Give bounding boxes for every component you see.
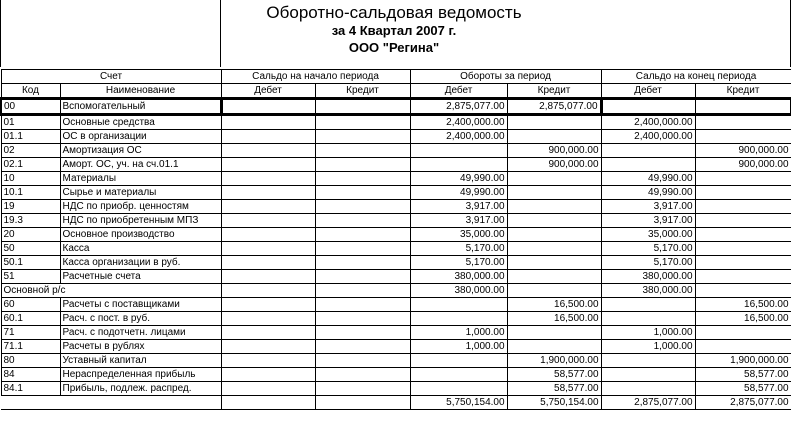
- closing-debit-cell[interactable]: [601, 312, 695, 326]
- turnover-credit-cell[interactable]: [507, 115, 601, 130]
- turnover-credit-cell[interactable]: 900,000.00: [507, 144, 601, 158]
- turnover-debit-cell[interactable]: [410, 312, 507, 326]
- account-code-cell[interactable]: 10.1: [1, 186, 60, 200]
- turnover-debit-cell[interactable]: 49,990.00: [410, 186, 507, 200]
- table-row[interactable]: [1, 326, 791, 340]
- closing-credit-cell[interactable]: [695, 326, 791, 340]
- closing-debit-cell[interactable]: [601, 298, 695, 312]
- closing-credit-cell[interactable]: [695, 186, 791, 200]
- opening-credit-cell[interactable]: [315, 312, 410, 326]
- opening-debit-cell[interactable]: [221, 256, 315, 270]
- opening-debit-cell[interactable]: [221, 99, 315, 115]
- table-row[interactable]: [1, 158, 791, 172]
- account-name-cell[interactable]: Вспомогательный: [60, 99, 221, 115]
- account-code-cell[interactable]: 80: [1, 354, 60, 368]
- account-code-cell[interactable]: 71.1: [1, 340, 60, 354]
- account-name-cell[interactable]: ОС в организации: [60, 130, 221, 144]
- closing-credit-cell[interactable]: [695, 115, 791, 130]
- turnover-credit-cell[interactable]: [507, 256, 601, 270]
- account-name-cell[interactable]: Основное производство: [60, 228, 221, 242]
- closing-credit-cell[interactable]: [695, 99, 791, 115]
- turnover-debit-cell[interactable]: 3,917.00: [410, 200, 507, 214]
- table-row[interactable]: [1, 144, 791, 158]
- table-row[interactable]: [1, 172, 791, 186]
- account-code-cell[interactable]: 50.1: [1, 256, 60, 270]
- account-name-cell[interactable]: Расч. с пост. в руб.: [60, 312, 221, 326]
- table-body: [1, 99, 791, 396]
- turnover-credit-cell[interactable]: [507, 172, 601, 186]
- table-row[interactable]: [1, 340, 791, 354]
- opening-credit-cell[interactable]: [315, 158, 410, 172]
- total-closing-debit: 2,875,077.00: [601, 396, 695, 410]
- opening-credit-cell[interactable]: [315, 354, 410, 368]
- turnover-credit-cell[interactable]: [507, 200, 601, 214]
- table-row[interactable]: [1, 214, 791, 228]
- header-opening-debit: Дебет: [221, 84, 315, 99]
- report-organization: ООО "Регина": [348, 40, 440, 55]
- turnover-credit-cell[interactable]: 16,500.00: [507, 298, 601, 312]
- turnover-credit-cell[interactable]: [507, 270, 601, 284]
- opening-credit-cell[interactable]: [315, 382, 410, 396]
- table-row[interactable]: [1, 256, 791, 270]
- turnover-debit-cell[interactable]: [410, 158, 507, 172]
- total-turnover-debit: 5,750,154.00: [410, 396, 507, 410]
- table-row[interactable]: [1, 115, 791, 130]
- opening-debit-cell[interactable]: [221, 200, 315, 214]
- closing-debit-cell[interactable]: 2,400,000.00: [601, 115, 695, 130]
- closing-credit-cell[interactable]: [695, 256, 791, 270]
- report-period: за 4 Квартал 2007 г.: [331, 23, 457, 38]
- turnover-debit-cell[interactable]: 35,000.00: [410, 228, 507, 242]
- opening-credit-cell[interactable]: [315, 228, 410, 242]
- account-code-cell[interactable]: 02.1: [1, 158, 60, 172]
- turnover-credit-cell[interactable]: [507, 340, 601, 354]
- opening-credit-cell[interactable]: [315, 172, 410, 186]
- opening-credit-cell[interactable]: [315, 340, 410, 354]
- account-name-cell[interactable]: НДС по приобретенным МПЗ: [60, 214, 221, 228]
- table-row[interactable]: [1, 298, 791, 312]
- opening-credit-cell[interactable]: [315, 242, 410, 256]
- table-row[interactable]: [1, 312, 791, 326]
- account-name-cell[interactable]: Аморт. ОС, уч. на сч.01.1: [60, 158, 221, 172]
- opening-credit-cell[interactable]: [315, 298, 410, 312]
- report-title: Оборотно-сальдовая ведомость: [266, 3, 522, 22]
- closing-credit-cell[interactable]: [695, 242, 791, 256]
- closing-credit-cell[interactable]: 16,500.00: [695, 312, 791, 326]
- opening-debit-cell[interactable]: [221, 298, 315, 312]
- closing-debit-cell[interactable]: 3,917.00: [601, 214, 695, 228]
- turnover-debit-cell[interactable]: 49,990.00: [410, 172, 507, 186]
- closing-credit-cell[interactable]: [695, 284, 791, 298]
- opening-debit-cell[interactable]: [221, 144, 315, 158]
- opening-credit-cell[interactable]: [315, 130, 410, 144]
- header-closing-balance: Сальдо на конец периода: [601, 70, 791, 84]
- account-code-cell[interactable]: 01.1: [1, 130, 60, 144]
- opening-credit-cell[interactable]: [315, 186, 410, 200]
- turnover-debit-cell[interactable]: 2,875,077.00: [410, 99, 507, 115]
- turnover-debit-cell[interactable]: [410, 354, 507, 368]
- closing-debit-cell[interactable]: 5,170.00: [601, 256, 695, 270]
- turnover-debit-cell[interactable]: 2,400,000.00: [410, 130, 507, 144]
- account-code-cell[interactable]: 84.1: [1, 382, 60, 396]
- opening-debit-cell[interactable]: [221, 312, 315, 326]
- total-opening-debit: [221, 396, 315, 410]
- closing-credit-cell[interactable]: [695, 340, 791, 354]
- turnover-debit-cell[interactable]: 380,000.00: [410, 284, 507, 298]
- account-name-cell[interactable]: Амортизация ОС: [60, 144, 221, 158]
- opening-debit-cell[interactable]: [221, 270, 315, 284]
- account-name-cell[interactable]: Касса организации в руб.: [60, 256, 221, 270]
- header-turnover-credit: Кредит: [507, 84, 601, 99]
- closing-credit-cell[interactable]: [695, 130, 791, 144]
- closing-credit-cell[interactable]: 900,000.00: [695, 144, 791, 158]
- opening-debit-cell[interactable]: [221, 214, 315, 228]
- turnover-credit-cell[interactable]: [507, 130, 601, 144]
- account-name-cell[interactable]: Основные средства: [60, 115, 221, 130]
- account-code-cell[interactable]: 51: [1, 270, 60, 284]
- header-turnover: Обороты за период: [410, 70, 601, 84]
- account-name-cell[interactable]: Касса: [60, 242, 221, 256]
- turnover-debit-cell[interactable]: [410, 298, 507, 312]
- turnover-debit-cell[interactable]: 3,917.00: [410, 214, 507, 228]
- account-code-cell[interactable]: 60: [1, 298, 60, 312]
- turnover-debit-cell[interactable]: 1,000.00: [410, 340, 507, 354]
- account-code-cell[interactable]: 00: [1, 99, 60, 115]
- table-row[interactable]: [1, 186, 791, 200]
- closing-debit-cell[interactable]: 5,170.00: [601, 242, 695, 256]
- closing-credit-cell[interactable]: [695, 214, 791, 228]
- totals-row: [1, 396, 791, 410]
- opening-credit-cell[interactable]: [315, 284, 410, 298]
- turnover-credit-cell[interactable]: 16,500.00: [507, 312, 601, 326]
- table-row[interactable]: [1, 99, 791, 115]
- opening-credit-cell[interactable]: [315, 256, 410, 270]
- turnover-credit-cell[interactable]: 58,577.00: [507, 368, 601, 382]
- account-code-cell[interactable]: 50: [1, 242, 60, 256]
- opening-debit-cell[interactable]: [221, 242, 315, 256]
- opening-credit-cell[interactable]: [315, 214, 410, 228]
- opening-debit-cell[interactable]: [221, 382, 315, 396]
- turnover-credit-cell[interactable]: [507, 284, 601, 298]
- account-name-cell[interactable]: Расчеты в рублях: [60, 340, 221, 354]
- table-row[interactable]: [1, 228, 791, 242]
- opening-credit-cell[interactable]: [315, 368, 410, 382]
- closing-debit-cell[interactable]: [601, 144, 695, 158]
- table-row[interactable]: [1, 242, 791, 256]
- opening-debit-cell[interactable]: [221, 130, 315, 144]
- account-code-cell[interactable]: Основной р/с: [1, 284, 221, 298]
- turnover-debit-cell[interactable]: 2,400,000.00: [410, 115, 507, 130]
- closing-debit-cell[interactable]: [601, 158, 695, 172]
- turnover-credit-cell[interactable]: [507, 186, 601, 200]
- account-code-cell[interactable]: 71: [1, 326, 60, 340]
- account-code-cell[interactable]: 02: [1, 144, 60, 158]
- table-row[interactable]: [1, 130, 791, 144]
- account-name-cell[interactable]: НДС по приобр. ценностям: [60, 200, 221, 214]
- closing-debit-cell[interactable]: 3,917.00: [601, 200, 695, 214]
- opening-credit-cell[interactable]: [315, 99, 410, 115]
- opening-credit-cell[interactable]: [315, 144, 410, 158]
- closing-credit-cell[interactable]: [695, 172, 791, 186]
- closing-debit-cell[interactable]: 35,000.00: [601, 228, 695, 242]
- account-name-cell[interactable]: Материалы: [60, 172, 221, 186]
- totals-spacer: [60, 396, 221, 410]
- opening-debit-cell[interactable]: [221, 186, 315, 200]
- closing-debit-cell[interactable]: 1,000.00: [601, 340, 695, 354]
- total-closing-credit: 2,875,077.00: [695, 396, 791, 410]
- turnover-credit-cell[interactable]: 58,577.00: [507, 382, 601, 396]
- closing-credit-cell[interactable]: [695, 228, 791, 242]
- closing-debit-cell[interactable]: [601, 368, 695, 382]
- account-code-cell[interactable]: 84: [1, 368, 60, 382]
- header-account: Счет: [1, 70, 221, 84]
- closing-debit-cell[interactable]: 2,400,000.00: [601, 130, 695, 144]
- header-closing-debit: Дебет: [601, 84, 695, 99]
- table-row[interactable]: [1, 200, 791, 214]
- closing-credit-cell[interactable]: 16,500.00: [695, 298, 791, 312]
- closing-credit-cell[interactable]: [695, 270, 791, 284]
- turnover-debit-cell[interactable]: [410, 368, 507, 382]
- account-code-cell[interactable]: 20: [1, 228, 60, 242]
- turnover-credit-cell[interactable]: [507, 242, 601, 256]
- account-code-cell[interactable]: 01: [1, 115, 60, 130]
- account-name-cell[interactable]: Расч. с подотчетн. лицами: [60, 326, 221, 340]
- closing-debit-cell[interactable]: [601, 354, 695, 368]
- closing-debit-cell[interactable]: [601, 99, 695, 115]
- turnover-debit-cell[interactable]: 5,170.00: [410, 256, 507, 270]
- total-opening-credit: [315, 396, 410, 410]
- totals-spacer: [1, 396, 60, 410]
- closing-credit-cell[interactable]: 900,000.00: [695, 158, 791, 172]
- turnover-debit-cell[interactable]: [410, 382, 507, 396]
- turnover-debit-cell[interactable]: [410, 144, 507, 158]
- closing-credit-cell[interactable]: 1,900,000.00: [695, 354, 791, 368]
- account-name-cell[interactable]: Сырье и материалы: [60, 186, 221, 200]
- table-row[interactable]: [1, 354, 791, 368]
- turnover-debit-cell[interactable]: 380,000.00: [410, 270, 507, 284]
- turnover-credit-cell[interactable]: [507, 214, 601, 228]
- turnover-credit-cell[interactable]: 1,900,000.00: [507, 354, 601, 368]
- header-closing-credit: Кредит: [695, 84, 791, 99]
- turnover-credit-cell[interactable]: [507, 326, 601, 340]
- opening-debit-cell[interactable]: [221, 228, 315, 242]
- opening-credit-cell[interactable]: [315, 326, 410, 340]
- opening-debit-cell[interactable]: [221, 368, 315, 382]
- account-name-cell[interactable]: Уставный капитал: [60, 354, 221, 368]
- closing-debit-cell[interactable]: 380,000.00: [601, 270, 695, 284]
- turnover-balance-table: [0, 69, 791, 410]
- account-name-cell[interactable]: Расчетные счета: [60, 270, 221, 284]
- table-row[interactable]: [1, 270, 791, 284]
- opening-debit-cell[interactable]: [221, 284, 315, 298]
- closing-debit-cell[interactable]: 380,000.00: [601, 284, 695, 298]
- closing-debit-cell[interactable]: 49,990.00: [601, 186, 695, 200]
- opening-debit-cell[interactable]: [221, 326, 315, 340]
- turnover-credit-cell[interactable]: 2,875,077.00: [507, 99, 601, 115]
- account-code-cell[interactable]: 10: [1, 172, 60, 186]
- opening-credit-cell[interactable]: [315, 270, 410, 284]
- header-code: Код: [1, 84, 60, 99]
- header-opening-balance: Сальдо на начало периода: [221, 70, 410, 84]
- opening-debit-cell[interactable]: [221, 158, 315, 172]
- total-turnover-credit: 5,750,154.00: [507, 396, 601, 410]
- turnover-debit-cell[interactable]: 1,000.00: [410, 326, 507, 340]
- opening-credit-cell[interactable]: [315, 200, 410, 214]
- opening-debit-cell[interactable]: [221, 340, 315, 354]
- closing-credit-cell[interactable]: 58,577.00: [695, 368, 791, 382]
- closing-debit-cell[interactable]: 49,990.00: [601, 172, 695, 186]
- opening-debit-cell[interactable]: [221, 354, 315, 368]
- closing-credit-cell[interactable]: 58,577.00: [695, 382, 791, 396]
- table-row[interactable]: [1, 368, 791, 382]
- opening-debit-cell[interactable]: [221, 115, 315, 130]
- account-name-cell[interactable]: Нераспределенная прибыль: [60, 368, 221, 382]
- header-turnover-debit: Дебет: [410, 84, 507, 99]
- turnover-credit-cell[interactable]: 900,000.00: [507, 158, 601, 172]
- table-row[interactable]: [1, 284, 791, 298]
- closing-debit-cell[interactable]: 1,000.00: [601, 326, 695, 340]
- header-opening-credit: Кредит: [315, 84, 410, 99]
- account-name-cell[interactable]: Расчеты с поставщиками: [60, 298, 221, 312]
- closing-credit-cell[interactable]: [695, 200, 791, 214]
- turnover-debit-cell[interactable]: 5,170.00: [410, 242, 507, 256]
- opening-credit-cell[interactable]: [315, 115, 410, 130]
- account-code-cell[interactable]: 19.3: [1, 214, 60, 228]
- opening-debit-cell[interactable]: [221, 172, 315, 186]
- closing-debit-cell[interactable]: [601, 382, 695, 396]
- turnover-credit-cell[interactable]: [507, 228, 601, 242]
- table-row[interactable]: [1, 382, 791, 396]
- account-code-cell[interactable]: 19: [1, 200, 60, 214]
- header-name: Наименование: [60, 84, 221, 99]
- account-code-cell[interactable]: 60.1: [1, 312, 60, 326]
- account-name-cell[interactable]: Прибыль, подлеж. распред.: [60, 382, 221, 396]
